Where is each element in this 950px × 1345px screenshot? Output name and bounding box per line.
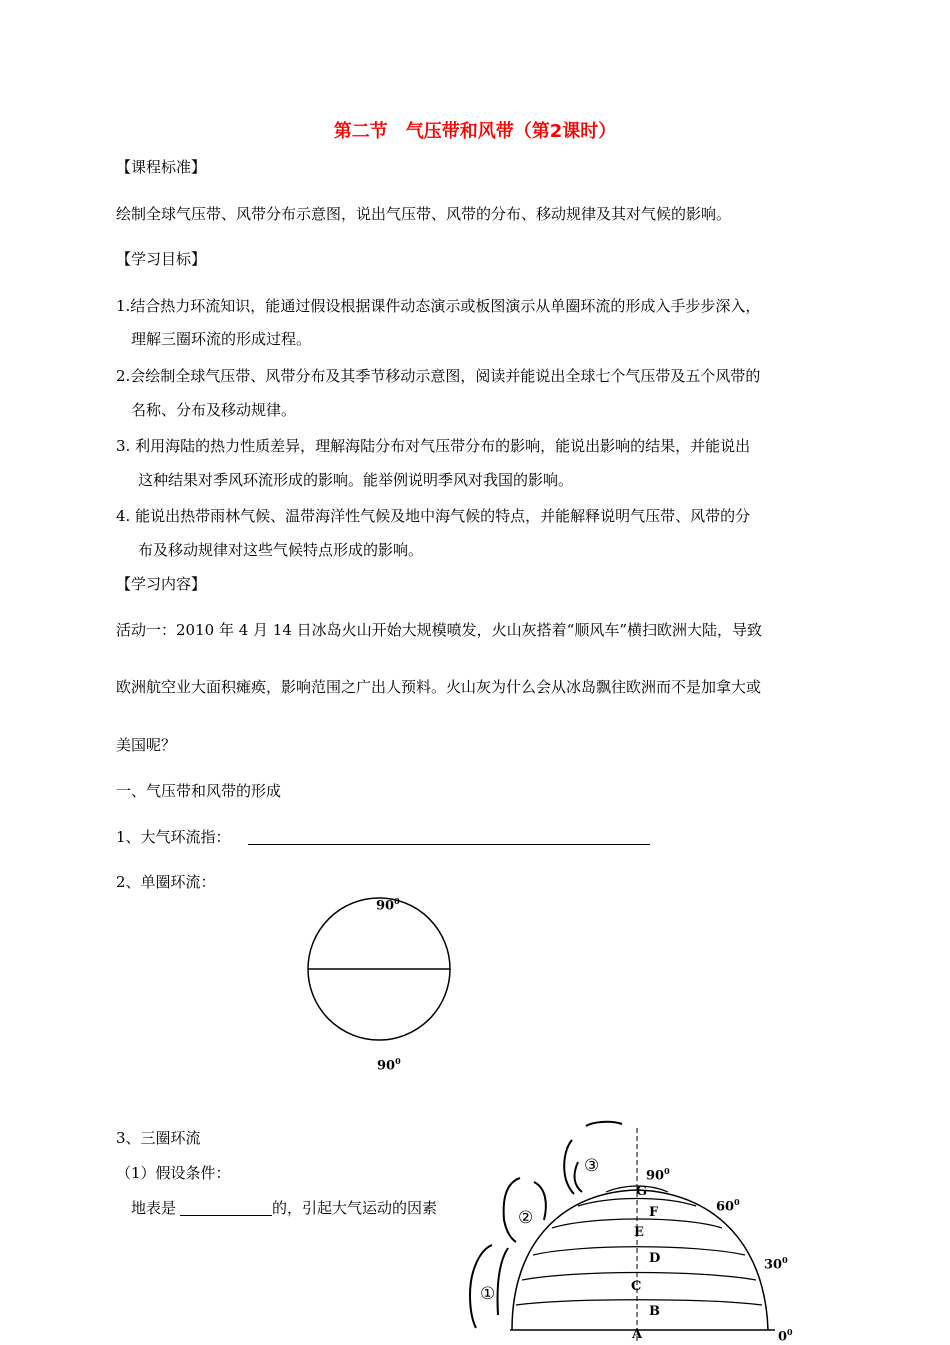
single-cell-top-label: $90^0$ bbox=[376, 896, 400, 914]
objective-4-line1: 4. 能说出热带雨林气候、温带海洋性气候及地中海气候的特点，并能解释说明气压带、风带的分 bbox=[116, 507, 751, 525]
part1-heading: 一、气压带和风带的形成 bbox=[116, 782, 282, 800]
zone-label-a: A bbox=[632, 1327, 643, 1342]
question-3-sub1-text-a: 地表是 bbox=[131, 1199, 177, 1217]
lat-label-60: $60^0$ bbox=[716, 1197, 740, 1215]
latitude-line-d bbox=[533, 1247, 745, 1255]
cell-number-3: ③ bbox=[584, 1156, 600, 1176]
cell-1-arc-inner bbox=[497, 1248, 508, 1315]
activity-line2: 欧洲航空业大面积瘫痪，影响范围之广出人预料。火山灰为什么会从冰岛飘往欧洲而不是加拿大或 bbox=[116, 678, 762, 696]
question-2: 2、单圈环流： bbox=[116, 873, 216, 891]
objectives-heading: 【学习目标】 bbox=[116, 250, 207, 268]
single-cell-bottom-label: $90^0$ bbox=[377, 1056, 401, 1074]
cell-2-arc-inner bbox=[534, 1182, 546, 1220]
answer-blank-2[interactable] bbox=[180, 1215, 272, 1216]
zone-label-f: F bbox=[649, 1205, 659, 1220]
objective-2-line2: 名称、分布及移动规律。 bbox=[131, 401, 297, 419]
question-1: 1、大气环流指： bbox=[116, 828, 231, 846]
lat-label-90: $90^0$ bbox=[646, 1166, 670, 1184]
zone-label-d: D bbox=[649, 1251, 661, 1266]
standard-text: 绘制全球气压带、风带分布示意图，说出气压带、风带的分布、移动规律及其对气候的影响。 bbox=[116, 205, 732, 223]
objective-3-line2: 这种结果对季风环流形成的影响。能举例说明季风对我国的影响。 bbox=[138, 471, 574, 489]
zone-label-g: G bbox=[636, 1184, 648, 1199]
activity-line3: 美国呢？ bbox=[116, 736, 177, 754]
question-3-sub1: （1）假设条件： bbox=[116, 1164, 231, 1182]
objective-2-line1: 2.会绘制全球气压带、风带分布及其季节移动示意图，阅读并能说出全球七个气压带及五个风带的 bbox=[116, 367, 761, 385]
standard-heading: 【课程标准】 bbox=[116, 158, 207, 176]
answer-blank-1[interactable] bbox=[248, 844, 650, 845]
objective-4-line2: 布及移动规律对这些气候特点形成的影响。 bbox=[138, 541, 424, 559]
latitude-line-b bbox=[516, 1300, 762, 1305]
objective-1-line2: 理解三圈环流的形成过程。 bbox=[131, 330, 312, 348]
zone-label-b: B bbox=[649, 1304, 660, 1319]
objective-3-line1: 3. 利用海陆的热力性质差异，理解海陆分布对气压带分布的影响，能说出影响的结果，并能说出 bbox=[116, 437, 751, 455]
zone-label-c: C bbox=[631, 1279, 642, 1294]
activity-line1: 活动一：2010 年 4 月 14 日冰岛火山开始大规模喷发，火山灰搭着“顺风车”横扫欧洲大陆，导致 bbox=[116, 621, 762, 639]
objective-1-line1: 1.结合热力环流知识，能通过假设根据课件动态演示或板图演示从单圈环流的形成入手步步深入， bbox=[116, 297, 761, 315]
cell-number-1: ① bbox=[480, 1284, 496, 1304]
single-cell-diagram bbox=[307, 897, 451, 1041]
three-cell-diagram bbox=[460, 1120, 790, 1344]
page-title: 第二节 气压带和风带（第2课时） bbox=[333, 121, 617, 142]
cell-3-arc-inner bbox=[575, 1162, 582, 1192]
content-heading: 【学习内容】 bbox=[116, 575, 207, 593]
question-3-sub1-text-b: 的，引起大气运动的因素 bbox=[272, 1199, 438, 1217]
cell-3-arc-outer bbox=[564, 1140, 574, 1194]
question-3: 3、三圈环流 bbox=[116, 1129, 201, 1147]
zone-label-e: E bbox=[634, 1225, 644, 1240]
lat-label-0: $0^0$ bbox=[778, 1327, 793, 1345]
cell-number-2: ② bbox=[518, 1208, 534, 1228]
lat-label-30: $30^0$ bbox=[764, 1255, 788, 1273]
cell-3-arc-top bbox=[586, 1122, 622, 1126]
